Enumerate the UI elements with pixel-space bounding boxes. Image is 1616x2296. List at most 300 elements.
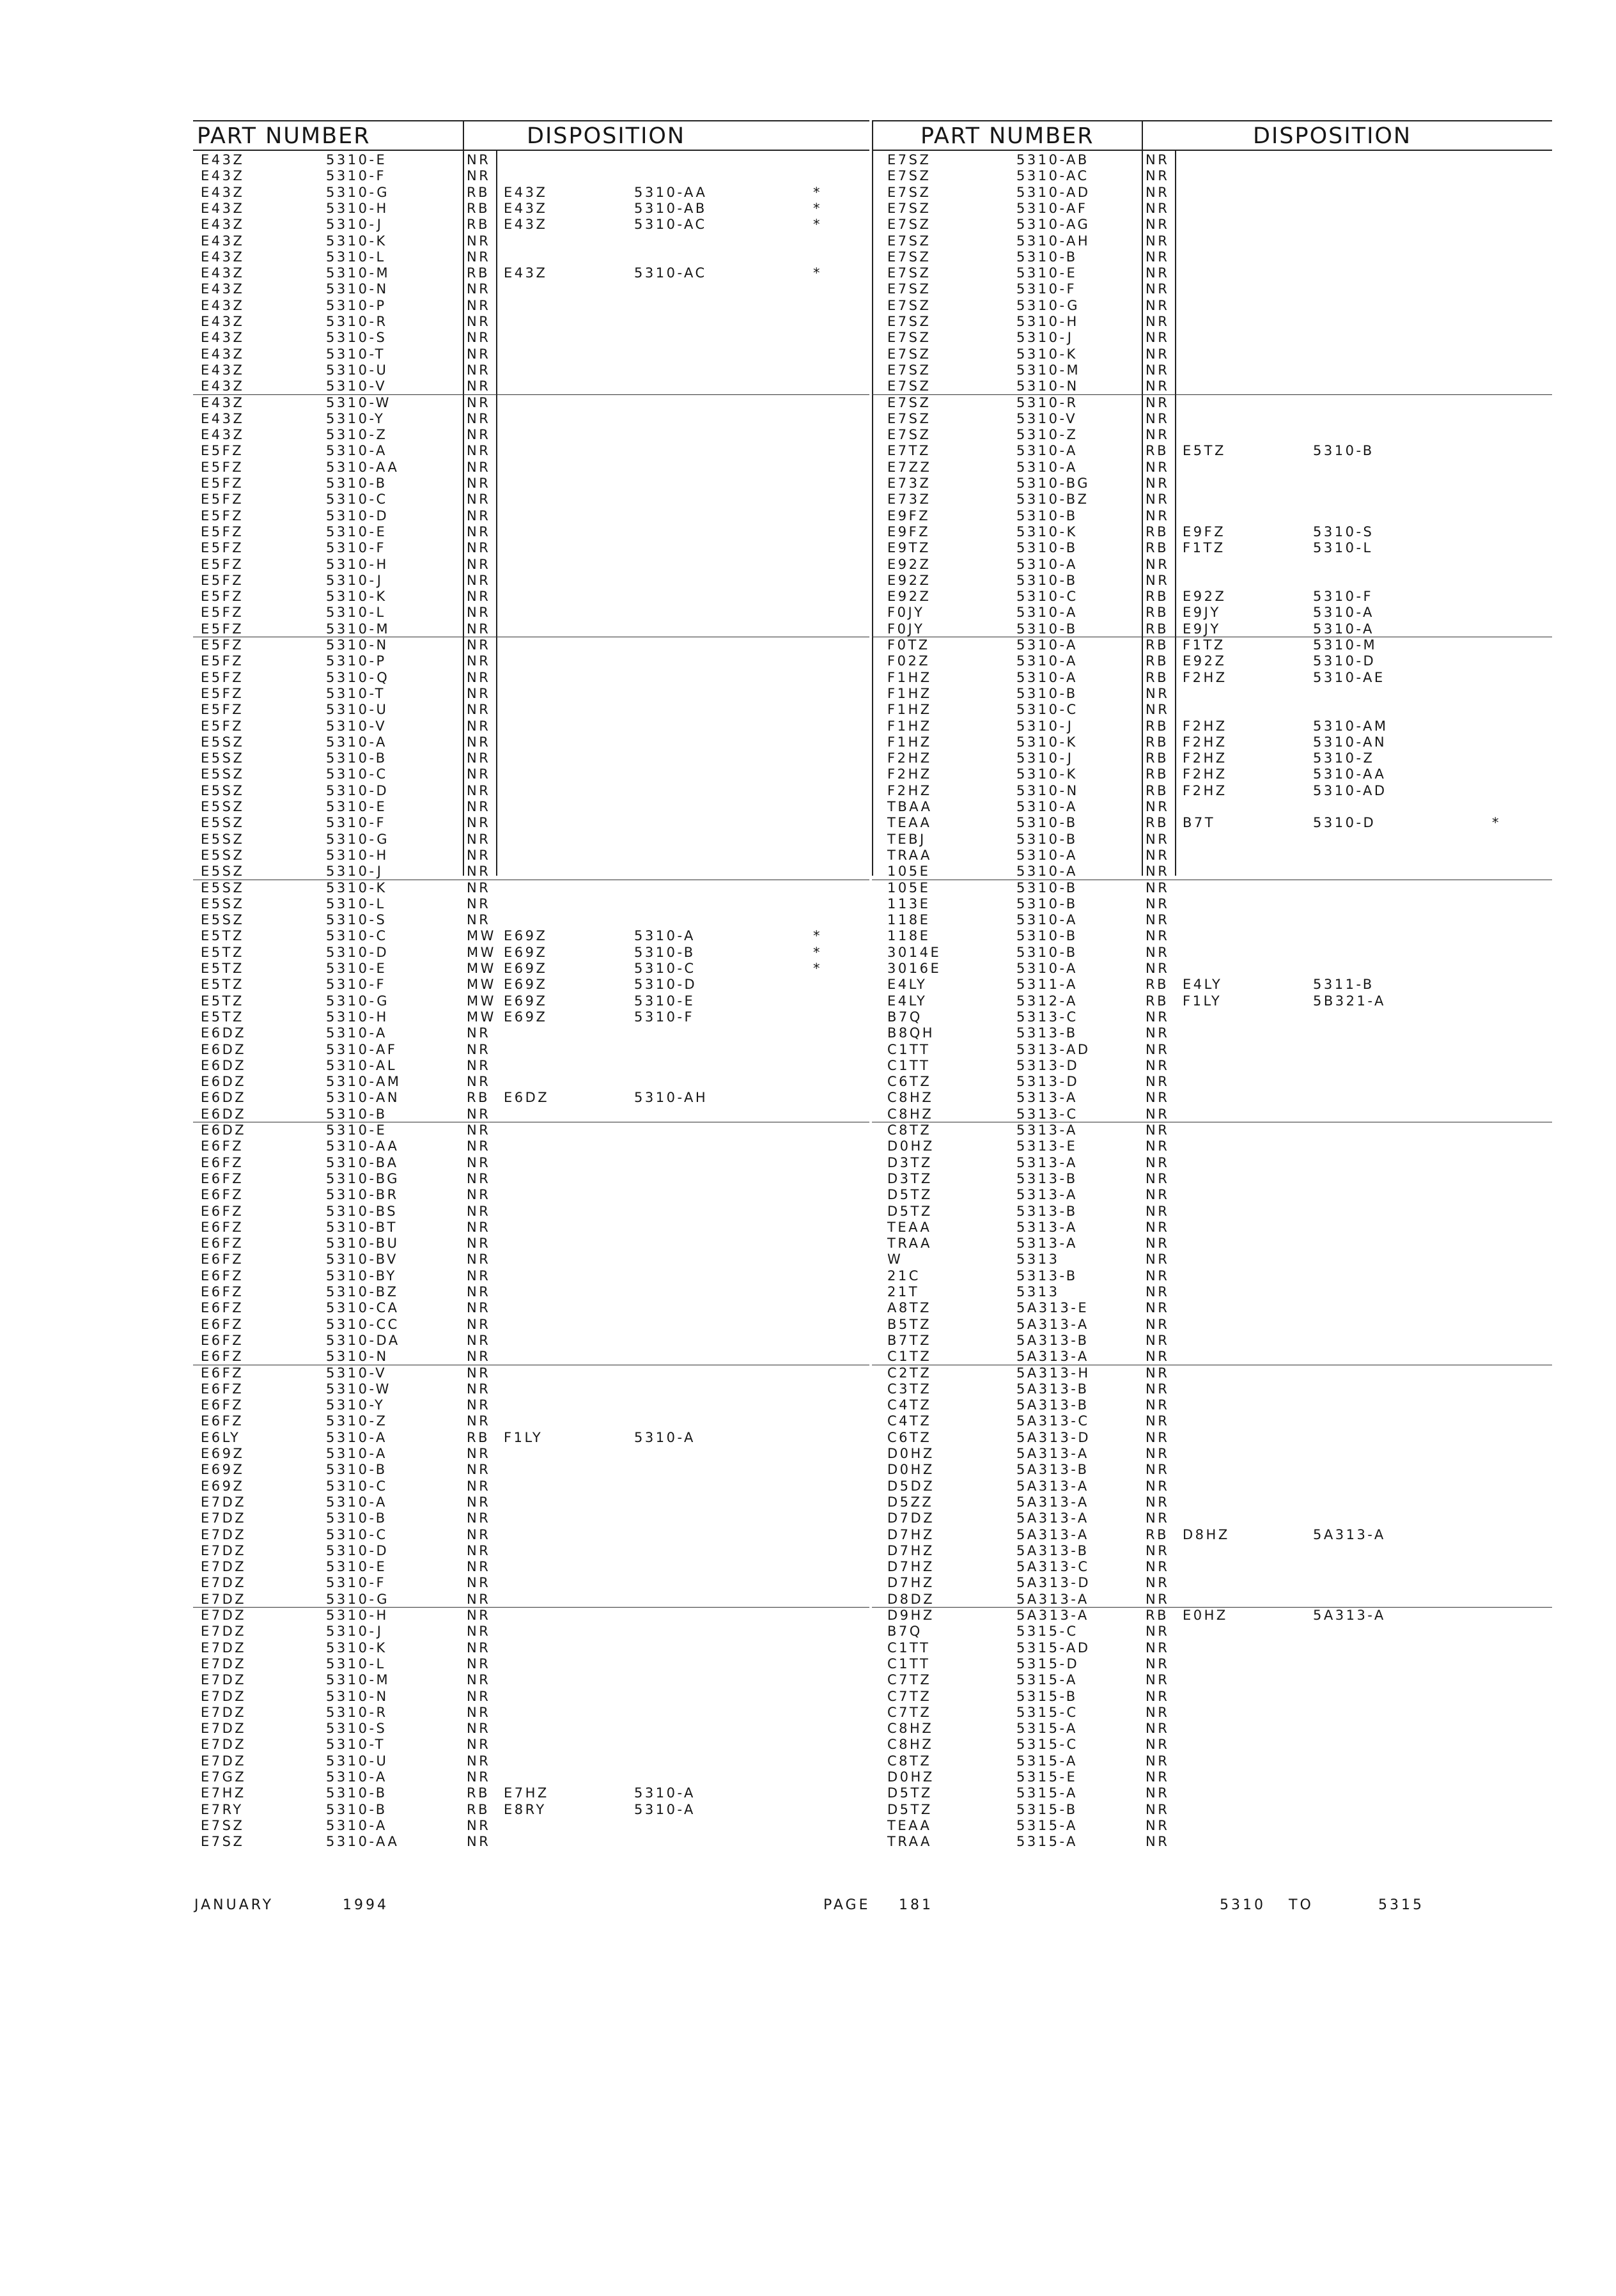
disposition-code: NR — [1146, 1672, 1170, 1688]
disposition-code: NR — [467, 410, 491, 426]
disposition-code: NR — [1146, 233, 1170, 249]
table-row — [872, 427, 1552, 443]
part-code: C8HZ — [887, 1090, 934, 1106]
disposition-code: RB — [467, 217, 490, 233]
table-row — [193, 1300, 869, 1316]
table-row — [193, 1397, 869, 1413]
table-row — [872, 670, 1552, 686]
table-row — [872, 476, 1552, 492]
part-suffix: 5310-H — [326, 1009, 389, 1025]
part-code: E5FZ — [201, 540, 244, 556]
table-row — [193, 734, 869, 750]
replacement-code: F1LY — [1183, 993, 1222, 1009]
table-top-rule — [872, 120, 1552, 121]
replacement-code: E8RY — [504, 1801, 547, 1817]
part-code: E6FZ — [201, 1284, 244, 1299]
part-code: D0HZ — [887, 1446, 935, 1461]
disposition-code: NR — [467, 1704, 491, 1720]
disposition-code: NR — [467, 1365, 491, 1381]
table-row — [193, 1187, 869, 1203]
replacement-code: B7T — [1183, 815, 1216, 831]
disposition-code: NR — [467, 1413, 491, 1429]
table-row — [193, 217, 869, 233]
part-suffix: 5310-N — [326, 637, 389, 653]
part-suffix: 5310-E — [326, 799, 387, 814]
part-code: B8QH — [887, 1025, 935, 1041]
disposition-code: NR — [467, 1769, 491, 1785]
replacement-code: E4LY — [1183, 977, 1223, 993]
disposition-code: NR — [1146, 1009, 1170, 1025]
table-row — [872, 1608, 1552, 1624]
disposition-code: NR — [1146, 1332, 1170, 1348]
part-suffix: 5313-E — [1016, 1138, 1078, 1154]
part-suffix: 5310-J — [326, 217, 384, 233]
table-row — [193, 686, 869, 702]
part-suffix: 5310-E — [326, 1559, 387, 1575]
disposition-code: NR — [467, 815, 491, 831]
disposition-code: NR — [1146, 1559, 1170, 1575]
part-suffix: 5315-E — [1016, 1769, 1078, 1785]
table-row — [872, 1171, 1552, 1187]
part-code: E7SZ — [887, 314, 931, 329]
table-row — [193, 702, 869, 718]
table-row — [872, 799, 1552, 815]
part-code: E43Z — [201, 265, 245, 281]
disposition-code: NR — [1146, 152, 1170, 167]
part-suffix: 5310-E — [1016, 265, 1078, 281]
part-code: D9HZ — [887, 1608, 935, 1623]
part-code: E43Z — [201, 378, 245, 394]
part-code: D5TZ — [887, 1187, 933, 1203]
part-suffix: 5310-W — [326, 1381, 391, 1397]
table-row — [872, 848, 1552, 864]
part-code: E69Z — [201, 1478, 245, 1494]
disposition-code: NR — [467, 1624, 491, 1640]
disposition-code: NR — [1146, 297, 1170, 313]
table-row — [193, 1721, 869, 1737]
part-code: E7DZ — [201, 1721, 247, 1737]
part-code: D7HZ — [887, 1575, 935, 1591]
disposition-code: RB — [1146, 605, 1169, 621]
table-row — [872, 281, 1552, 297]
part-code: E7DZ — [201, 1494, 247, 1510]
disposition-code: NR — [1146, 1656, 1170, 1672]
disposition-code: NR — [1146, 1640, 1170, 1656]
replacement-code: E69Z — [504, 961, 548, 976]
table-row — [872, 1220, 1552, 1236]
disposition-code: RB — [1146, 540, 1169, 556]
part-code: E6DZ — [201, 1057, 247, 1073]
part-code: E6FZ — [201, 1381, 244, 1397]
part-code: E7DZ — [201, 1624, 247, 1640]
part-suffix: 5315-A — [1016, 1753, 1078, 1769]
part-code: E6FZ — [201, 1413, 244, 1429]
table-row — [872, 540, 1552, 556]
part-suffix: 5310-A — [1016, 847, 1078, 863]
part-suffix: 5310-A — [1016, 799, 1078, 814]
replacement-suffix: 5310-AM — [1313, 718, 1388, 734]
part-suffix: 5310-G — [326, 1591, 390, 1607]
table-row — [872, 1074, 1552, 1090]
part-code: E43Z — [201, 200, 245, 216]
left-parts-table — [193, 120, 869, 2296]
table-row — [872, 1204, 1552, 1220]
table-row — [872, 1624, 1552, 1640]
replacement-suffix: 5310-A — [634, 1785, 695, 1801]
table-row — [193, 880, 869, 896]
part-suffix: 5A313-A — [1016, 1349, 1089, 1365]
part-code: E6FZ — [201, 1187, 244, 1203]
table-row — [872, 1122, 1552, 1138]
disposition-code: NR — [1146, 410, 1170, 426]
part-suffix: 5A313-A — [1016, 1446, 1089, 1461]
part-suffix: 5310-AA — [326, 1834, 400, 1850]
part-suffix: 5A313-A — [1016, 1316, 1089, 1332]
disposition-code: NR — [467, 249, 491, 265]
part-suffix: 5315-A — [1016, 1834, 1078, 1850]
disposition-code: NR — [467, 1203, 491, 1219]
part-code: E43Z — [201, 168, 245, 184]
part-code: E7DZ — [201, 1575, 247, 1591]
disposition-code: NR — [1146, 1769, 1170, 1785]
part-code: E6FZ — [201, 1170, 244, 1186]
part-code: 3016E — [887, 961, 942, 976]
part-suffix: 5A313-D — [1016, 1575, 1091, 1591]
table-row — [193, 1204, 869, 1220]
table-row — [872, 993, 1552, 1009]
replacement-suffix: 5310-A — [1313, 605, 1374, 621]
table-row — [193, 670, 869, 686]
disposition-code: NR — [467, 1284, 491, 1299]
table-row — [193, 1753, 869, 1769]
part-suffix: 5315-A — [1016, 1721, 1078, 1737]
part-suffix: 5310-F — [326, 977, 387, 993]
part-suffix: 5310-A — [1016, 669, 1078, 685]
part-suffix: 5310-N — [326, 281, 389, 297]
part-suffix: 5310-E — [326, 152, 387, 167]
disposition-code: NR — [1146, 1462, 1170, 1478]
footer-range-to: TO — [1289, 1897, 1314, 1913]
part-suffix: 5315-A — [1016, 1817, 1078, 1833]
disposition-code: NR — [1146, 217, 1170, 233]
replacement-suffix: 5310-D — [1313, 653, 1376, 669]
part-code: E7ZZ — [887, 459, 932, 475]
table-row — [872, 265, 1552, 281]
disposition-code: RB — [467, 265, 490, 281]
replacement-suffix: 5310-E — [634, 993, 695, 1009]
table-row — [872, 168, 1552, 184]
disposition-code: NR — [1146, 928, 1170, 944]
table-row — [872, 1284, 1552, 1300]
part-code: E6FZ — [201, 1203, 244, 1219]
part-code: E7RY — [201, 1801, 244, 1817]
disposition-code: NR — [467, 831, 491, 847]
part-code: C8HZ — [887, 1721, 934, 1737]
table-row — [193, 1381, 869, 1397]
table-row — [193, 945, 869, 961]
disposition-code: NR — [1146, 168, 1170, 184]
disposition-code: NR — [467, 281, 491, 297]
disposition-code: MW — [467, 944, 496, 960]
part-suffix: 5310-R — [326, 314, 388, 329]
part-code: E5FZ — [201, 685, 244, 701]
part-code: E43Z — [201, 233, 245, 249]
table-row — [193, 993, 869, 1009]
table-row — [872, 621, 1552, 637]
table-row — [872, 1721, 1552, 1737]
part-code: E7HZ — [201, 1785, 246, 1801]
disposition-code: NR — [467, 556, 491, 572]
part-suffix: 5310-D — [326, 508, 389, 524]
disposition-code: RB — [1146, 524, 1169, 539]
part-suffix: 5310-G — [326, 831, 390, 847]
disposition-code: NR — [1146, 1801, 1170, 1817]
part-suffix: 5313-B — [1016, 1203, 1078, 1219]
replacement-code: F1LY — [504, 1429, 543, 1445]
disposition-code: NR — [467, 1494, 491, 1510]
replacement-suffix: 5310-D — [1313, 815, 1376, 831]
disposition-code: NR — [467, 1446, 491, 1461]
table-row — [193, 1430, 869, 1446]
part-suffix: 5310-U — [326, 362, 389, 378]
table-row — [193, 799, 869, 815]
disposition-code: NR — [1146, 1817, 1170, 1833]
disposition-header: DISPOSITION — [1253, 123, 1412, 149]
part-code: E7SZ — [201, 1834, 245, 1850]
disposition-code: NR — [467, 653, 491, 669]
part-code: E7DZ — [201, 1591, 247, 1607]
part-code: E73Z — [887, 492, 931, 508]
part-suffix: 5310-AF — [326, 1041, 398, 1057]
part-suffix: 5310-A — [326, 1769, 387, 1785]
disposition-code: NR — [1146, 831, 1170, 847]
part-suffix: 5313-AD — [1016, 1041, 1091, 1057]
part-code: E5FZ — [201, 589, 244, 605]
table-row — [193, 249, 869, 265]
part-suffix: 5310-K — [326, 880, 387, 896]
table-row — [872, 1672, 1552, 1688]
part-suffix: 5310-P — [326, 653, 387, 669]
table-row — [193, 185, 869, 201]
part-suffix: 5310-B — [326, 1106, 387, 1122]
table-row — [193, 1494, 869, 1510]
table-row — [872, 411, 1552, 427]
disposition-code: RB — [1146, 815, 1169, 831]
part-suffix: 5A313-A — [1016, 1608, 1089, 1623]
table-row — [872, 1575, 1552, 1591]
part-suffix: 5315-AD — [1016, 1640, 1091, 1656]
table-row — [872, 557, 1552, 573]
disposition-code: NR — [1146, 1284, 1170, 1299]
part-suffix: 5310-K — [1016, 766, 1078, 782]
replacement-code: E9JY — [1183, 621, 1221, 637]
replacement-code: E92Z — [1183, 653, 1227, 669]
part-suffix: 5310-W — [326, 394, 391, 410]
part-code: D5ZZ — [887, 1494, 934, 1510]
replacement-suffix: 5310-L — [1313, 540, 1373, 556]
table-row — [872, 1397, 1552, 1413]
disposition-code: NR — [1146, 378, 1170, 394]
part-code: C1TT — [887, 1656, 931, 1672]
table-row — [193, 815, 869, 831]
part-code: E6DZ — [201, 1074, 247, 1090]
part-code: E5SZ — [201, 734, 245, 750]
part-suffix: 5310-N — [326, 1688, 389, 1704]
part-suffix: 5310-BG — [1016, 476, 1091, 491]
part-code: E4LY — [887, 993, 928, 1009]
table-row — [193, 928, 869, 944]
part-suffix: 5310-AN — [326, 1090, 400, 1106]
replacement-suffix: 5310-AA — [634, 184, 708, 200]
disposition-code: NR — [1146, 799, 1170, 814]
disposition-code: NR — [467, 1349, 491, 1365]
part-code: E5TZ — [201, 928, 244, 944]
part-code: D5TZ — [887, 1801, 933, 1817]
replacement-suffix: 5310-D — [634, 977, 697, 993]
table-row — [872, 395, 1552, 411]
disposition-code: NR — [1146, 427, 1170, 443]
part-code: TBAA — [887, 799, 933, 814]
header-bottom-rule — [193, 150, 869, 151]
replacement-suffix: 5311-B — [1313, 977, 1374, 993]
disposition-code: NR — [467, 1397, 491, 1413]
part-suffix: 5310-A — [1016, 605, 1078, 621]
part-suffix: 5310-H — [326, 1608, 389, 1623]
disposition-code: RB — [467, 1801, 490, 1817]
part-suffix: 5310-M — [1016, 362, 1081, 378]
part-suffix: 5310-M — [326, 1672, 391, 1688]
part-code: E6DZ — [201, 1025, 247, 1041]
part-code: 113E — [887, 896, 931, 911]
part-code: C3TZ — [887, 1381, 932, 1397]
part-code: E43Z — [201, 249, 245, 265]
disposition-code: NR — [1146, 314, 1170, 329]
table-row — [872, 1737, 1552, 1753]
disposition-code: NR — [1146, 1688, 1170, 1704]
change-marker: * — [813, 184, 822, 200]
part-suffix: 5310-BT — [326, 1219, 398, 1235]
table-row — [872, 1025, 1552, 1041]
part-code: E9TZ — [887, 540, 931, 556]
part-suffix: 5310-A — [1016, 864, 1078, 880]
table-row — [872, 1510, 1552, 1526]
part-code: E7SZ — [887, 281, 931, 297]
part-code: TEAA — [887, 1817, 932, 1833]
part-code: E6DZ — [201, 1122, 247, 1138]
part-code: D5TZ — [887, 1785, 933, 1801]
part-code: E6LY — [201, 1429, 241, 1445]
part-code: E5SZ — [201, 815, 245, 831]
part-suffix: 5310-N — [1016, 782, 1079, 798]
part-code: F1HZ — [887, 718, 932, 734]
replacement-code: E69Z — [504, 1009, 548, 1025]
part-suffix: 5315-C — [1016, 1737, 1078, 1753]
part-suffix: 5310-A — [326, 1429, 387, 1445]
table-row — [193, 201, 869, 217]
table-row — [193, 832, 869, 848]
replacement-suffix: 5310-AD — [1313, 782, 1387, 798]
part-suffix: 5310-B — [326, 1510, 387, 1526]
part-suffix: 5310-Z — [1016, 427, 1078, 443]
change-marker: * — [813, 200, 822, 216]
part-suffix: 5310-A — [1016, 912, 1078, 928]
table-row — [193, 1769, 869, 1785]
table-row — [872, 880, 1552, 896]
part-code: E7DZ — [201, 1640, 247, 1656]
disposition-code: NR — [467, 766, 491, 782]
part-suffix: 5315-C — [1016, 1624, 1078, 1640]
part-code: F2HZ — [887, 782, 932, 798]
part-suffix: 5313-D — [1016, 1057, 1080, 1073]
part-suffix: 5315-B — [1016, 1801, 1078, 1817]
table-row — [872, 1818, 1552, 1834]
part-suffix: 5310-S — [326, 912, 387, 928]
part-suffix: 5310-A — [1016, 961, 1078, 976]
disposition-code: NR — [467, 750, 491, 766]
part-suffix: 5310-D — [326, 1542, 389, 1558]
part-code: W — [887, 1252, 903, 1268]
part-suffix: 5310-T — [326, 685, 385, 701]
part-code: E6FZ — [201, 1365, 244, 1381]
part-code: E7DZ — [201, 1526, 247, 1542]
part-suffix: 5310-CA — [326, 1300, 400, 1316]
table-row — [193, 281, 869, 297]
part-suffix: 5310-V — [326, 378, 387, 394]
table-row — [193, 1284, 869, 1300]
table-row — [872, 1802, 1552, 1818]
part-suffix: 5315-C — [1016, 1704, 1078, 1720]
part-code: C8TZ — [887, 1753, 932, 1769]
disposition-code: NR — [1146, 1138, 1170, 1154]
replacement-code: E69Z — [504, 928, 548, 944]
part-suffix: 5310-BG — [326, 1170, 400, 1186]
part-number-header: PART NUMBER — [921, 123, 1094, 149]
part-code: E6FZ — [201, 1349, 244, 1365]
disposition-code: NR — [1146, 1090, 1170, 1106]
part-suffix: 5310-AD — [1016, 184, 1091, 200]
part-suffix: 5310-T — [326, 346, 385, 362]
disposition-code: NR — [1146, 1446, 1170, 1461]
part-code: C8HZ — [887, 1737, 934, 1753]
part-suffix: 5310-E — [326, 1122, 387, 1138]
part-suffix: 5310-V — [1016, 410, 1078, 426]
part-suffix: 5310-F — [326, 815, 387, 831]
part-code: D7HZ — [887, 1542, 935, 1558]
part-suffix: 5310-A — [1016, 443, 1078, 459]
right-parts-table — [872, 120, 1552, 2296]
part-code: E5FZ — [201, 669, 244, 685]
part-code: E7DZ — [201, 1510, 247, 1526]
part-suffix: 5310-G — [326, 184, 390, 200]
replacement-code: F2HZ — [1183, 669, 1227, 685]
disposition-code: NR — [467, 1170, 491, 1186]
part-code: F0JY — [887, 621, 925, 637]
part-suffix: 5310-C — [326, 1526, 388, 1542]
part-code: D0HZ — [887, 1138, 935, 1154]
part-code: E7SZ — [887, 427, 931, 443]
disposition-code: RB — [1146, 669, 1169, 685]
disposition-code: NR — [1146, 1591, 1170, 1607]
table-row — [193, 1009, 869, 1025]
disposition-code: NR — [1146, 265, 1170, 281]
table-row — [193, 1834, 869, 1850]
disposition-code: NR — [467, 1300, 491, 1316]
part-suffix: 5310-A — [326, 734, 387, 750]
part-suffix: 5313 — [1016, 1284, 1060, 1299]
disposition-code: NR — [1146, 880, 1170, 896]
part-suffix: 5310-B — [1016, 815, 1078, 831]
disposition-code: NR — [467, 896, 491, 911]
